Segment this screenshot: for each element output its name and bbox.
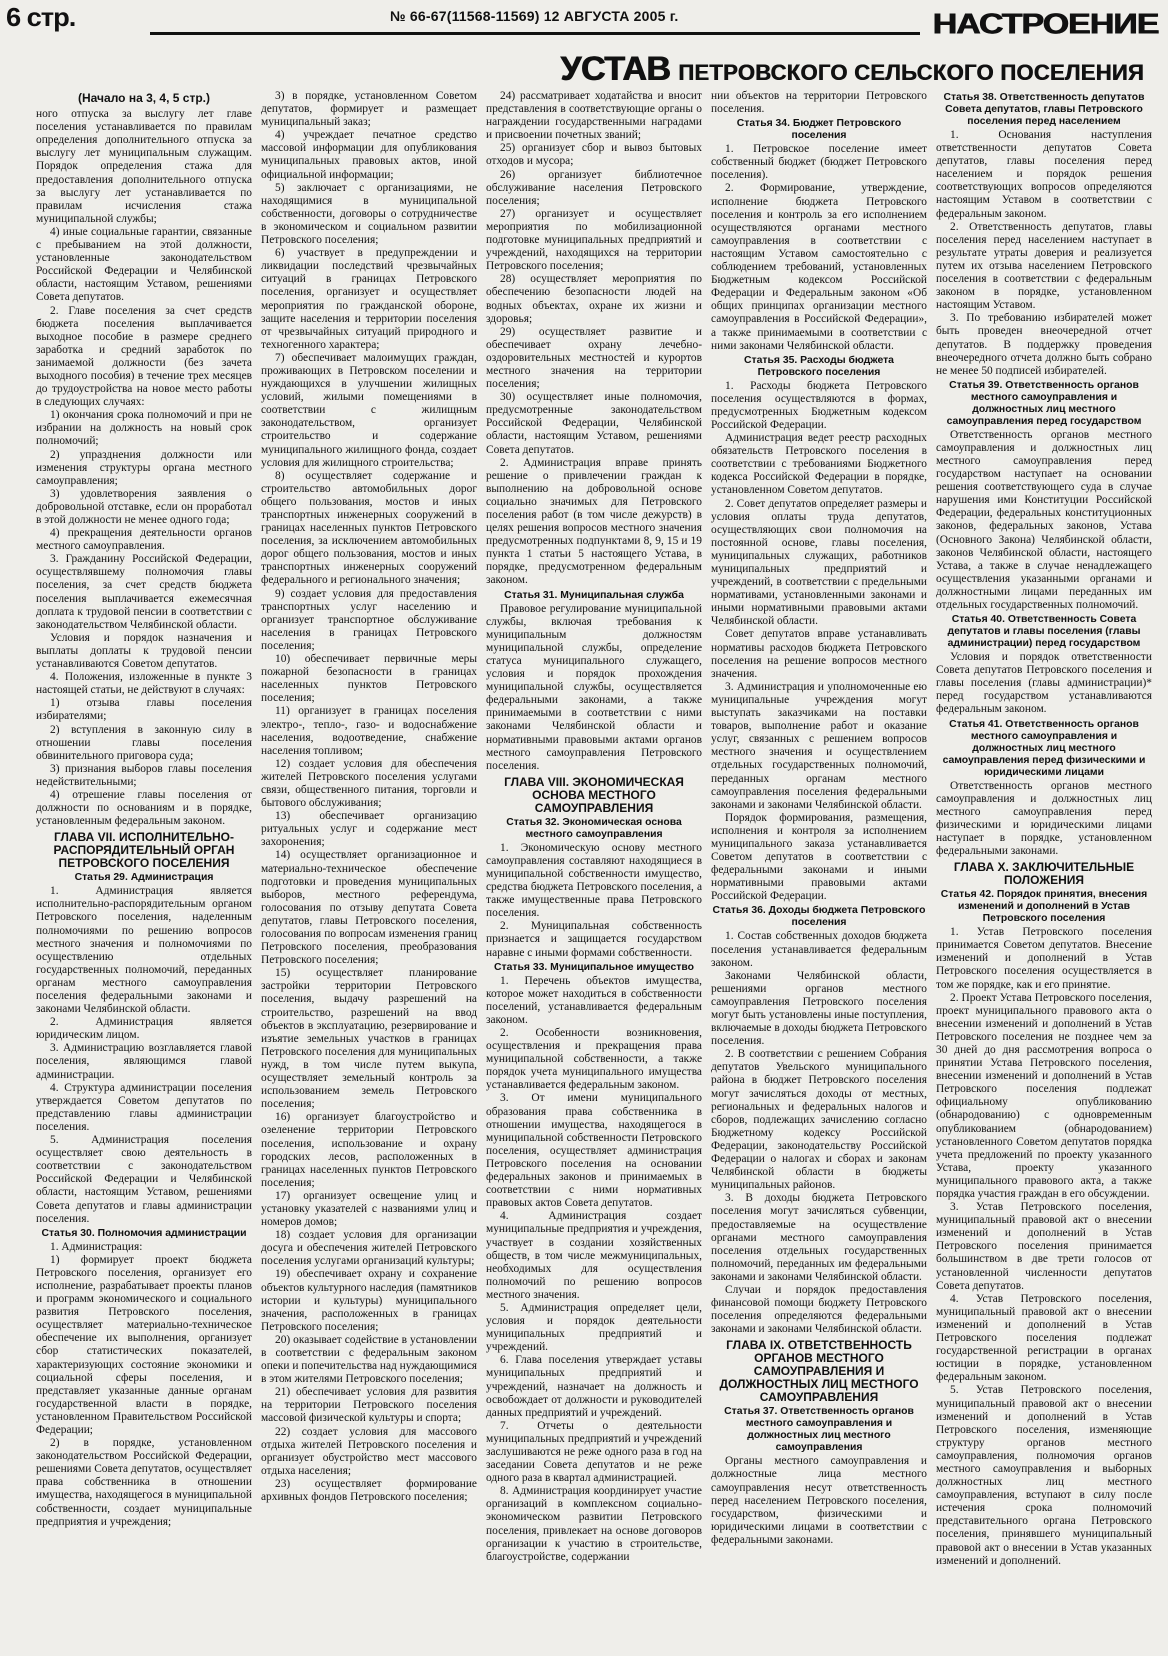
paragraph: 5) заключает с организациями, не находящимися в муниципальной собственности, договоры о сотрудничестве в экономическом и социальном развитии Петровского поселения; (261, 181, 477, 247)
paragraph: 5. Администрация определяет цели, условия и порядок деятельности муниципальных предприятий и учреждений. (486, 1301, 702, 1354)
paragraph: 21) обеспечивает условия для развития на территории Петровского поселения массовой физической культуры и спорта; (261, 1386, 477, 1425)
paragraph: 1. Устав Петровского поселения принимается Советом депутатов. Внесение изменений и дополнений в Устав Петровского поселения осуществляется в том же порядке, как и его принятие. (936, 926, 1152, 991)
paragraph: 7. Отчеты о деятельности муниципальных предприятий и учреждений заслушиваются не реже одного раза в год на заседании Совета депутатов и не реже одного раза в квартал администрацией. (486, 1419, 702, 1485)
paragraph: 4. Устав Петровского поселения, муниципальный правовой акт о внесении изменений и дополнений в Устав Петровского поселения подлежат государственной регистрации в органах юстиции в порядке, установленном федеральным законом. (936, 1292, 1152, 1384)
text-columns (36, 90, 1160, 1650)
paragraph: 2. Проект Устава Петровского поселения, проект муниципального правового акта о внесении изменений и дополнений в Устав Петровского поселения не позднее чем за 30 дней до дня рассмотрения вопроса о принятии Устава Петровского поселения, внесении изменений и дополнений в Устав Петровского поселения подлежат официальному опубликованию (обнародованию) с одновременным опубликованием (обнародованием) установленного Советом депутатов порядка учета предложений по проекту указанного Устава, проекту указанного муниципального правового акта, а также порядка участия граждан в его обсуждении. (936, 991, 1152, 1200)
article-heading: Статья 35. Расходы бюджета Петровского поселения (744, 354, 894, 378)
paragraph: 28) осуществляет мероприятия по обеспечению безопасности людей на водных объектах, охране их жизни и здоровья; (486, 273, 702, 325)
paragraph: Органы местного самоуправления и должностные лица местного самоуправления несут ответственность перед населением Петровского поселения, государством, физическими и юридическими лицами в соответствии с федеральными законами. (711, 1455, 927, 1546)
paragraph: 5. Администрация поселения осуществляет свою деятельность в соответствии с законодательством Российской Федерации и Челябинской области, настоящим Уставом, решениями Совета депутатов и главы администрации поселения. (36, 1134, 252, 1225)
paragraph: 14) осуществляет организационное и материально-техническое обеспечение подготовки и проведения муниципальных выборов, местного референдума, голосования по отзыву депутата Совета депутатов, главы Петровского поселения, голосования по вопросам изменения границ Петровского поселения, преобразования Петровского поселения; (261, 849, 477, 967)
continuation-note: (Начало на 3, 4, 5 стр.) (78, 91, 210, 105)
article-heading: Статья 34. Бюджет Петровского поселения (736, 118, 902, 142)
paragraph: 20) оказывает содействие в установлении в соответствии с федеральным законом опеки и попечительства над нуждающимися в этом жителями Петровского поселения; (261, 1333, 477, 1386)
paragraph: 12) создает условия для обеспечения жителей Петровского поселения услугами связи, общественного питания, торговли и бытового обслуживания; (261, 757, 477, 810)
paragraph: 2. В соответствии с решением Собрания депутатов Увельского муниципального района в бюджет Петровского поселения могут зачисляться доходы от местных, региональных и федеральных налогов и сборов, подлежащих зачислению согласно Бюджетному кодексу Российской Федерации, законодательству Российской Федерации о налогах и сборах и законам Челябинской области в бюджеты муниципальных районов. (711, 1048, 927, 1192)
page-number: 6 стр. (6, 2, 76, 32)
rubric-title: НАСТРОЕНИЕ (932, 8, 1158, 41)
paragraph: 2) вступления в законную силу в отношении главы поселения обвинительного приговора суда; (36, 723, 252, 762)
paragraph: 4. Администрация создает муниципальные предприятия и учреждения, участвует в создании хозяйственных обществ, в том числе межмуниципальных, необходимых для осуществления полномочий по решению вопросов местного значения. (486, 1210, 702, 1301)
paragraph: 3. Администрация и уполномоченные ею муниципальные учреждения могут выступать заказчиками на поставки товаров, выполнение работ и оказание услуг, связанных с решением вопросов местного значения и осуществлением отдельных государственных полномочий, переданных органам местного самоуправления поселения федеральными законами и законами Челябинской области. (711, 680, 927, 811)
paragraph: Ответственность органов местного самоуправления и должностных лиц местного самоуправления перед физическими и юридическими лицами наступает в порядке, установленном федеральными законами. (936, 779, 1152, 858)
paragraph-continued: ного отпуска за выслугу лет главе поселения устанавливается по правилам определения дополнительного отпуска за выслугу лет муниципальным служащим. Порядок определения стажа для предоставления дополнительного отпуска за выслугу лет устанавливается по правилам исчисления стажа муниципальной службы; (36, 108, 252, 225)
chapter-heading: ГЛАВА VIII. ЭКОНОМИЧЕСКАЯ ОСНОВА МЕСТНОГО САМОУПРАВЛЕНИЯ (504, 774, 684, 815)
article-heading: Статья 41. Ответственность органов местного самоуправления и должностных лиц местного самоуправления перед физическими и юридическими лицами (942, 718, 1146, 778)
paragraph: 2) упразднения должности или изменения структуры органа местного самоуправления; (36, 448, 252, 487)
column-3 (486, 90, 702, 1650)
paragraph: Условия и порядок назначения и выплаты доплаты к трудовой пенсии устанавливаются Советом депутатов. (36, 631, 252, 671)
paragraph: 5. Устав Петровского поселения, муниципальный правовой акт о внесении изменений и дополнений в Устав Петровского поселения, изменяющие структуру органов местного самоуправления, полномочия органов местного самоуправления и выборных должностных лиц местного самоуправления, вступают в силу после истечения срока полномочий представительного органа Петровского поселения, принявшего муниципальный правовой акт о внесении в Устав указанных изменений и дополнений. (936, 1384, 1152, 1567)
article-heading: Статья 36. Доходы бюджета Петровского поселения (712, 905, 926, 929)
paragraph: 2. Ответственность депутатов, главы поселения перед населением наступает в результате утраты доверия и реализуется путем их отзыва населением Петровского поселения в соответствии с федеральным законом в порядке, установленном настоящим Уставом. (936, 220, 1152, 312)
paragraph: 4) отрешение главы поселения от должности по основаниям и в порядке, установленным федеральным законом. (36, 788, 252, 828)
paragraph: 15) осуществляет планирование застройки территории Петровского поселения, выдачу разрешений на строительство, разрешений на ввод объектов в эксплуатацию, резервирование и изъятие земельных участков в границах Петровского поселения для муниципальных нужд, в том числе путем выкупа, осуществляет земельный контроль за использованием земель Петровского поселения; (261, 967, 477, 1111)
paragraph: 24) рассматривает ходатайства и вносит представления в соответствующие органы о награждении государственными наградами и присвоении почетных званий; (486, 90, 702, 142)
paragraph: 3) признания выборов главы поселения недействительными; (36, 762, 252, 788)
paragraph: Порядок формирования, размещения, исполнения и контроля за исполнением муниципального заказа устанавливается Советом депутатов в соответствии с федеральными законами и иными нормативными правовыми актами Российской Федерации. (711, 811, 927, 903)
paragraph: 1) отзыва главы поселения избирателями; (36, 697, 252, 723)
column-4 (711, 90, 927, 1650)
article-heading: Статья 32. Экономическая основа местного самоуправления (506, 816, 682, 840)
column-2 (261, 90, 477, 1650)
paragraph: 25) организует сбор и вывоз бытовых отходов и мусора; (486, 142, 702, 168)
column-1 (36, 90, 252, 1650)
paragraph: 3. Устав Петровского поселения, муниципальный правовой акт о внесении изменений и дополнений в Устав Петровского поселения принимается большинством в две трети голосов от установленной численности депутатов Совета депутатов. (936, 1201, 1152, 1292)
paragraph: 9) создает условия для предоставления транспортных услуг населению и организует транспортное обслуживание населения в границах Петровского поселения; (261, 587, 477, 652)
chapter-heading: ГЛАВА VII. ИСПОЛНИТЕЛЬНО-РАСПОРЯДИТЕЛЬНЫЙ ОРГАН ПЕТРОВСКОГО ПОСЕЛЕНИЯ (53, 830, 235, 871)
title-main: УСТАВ (560, 50, 671, 88)
paragraph: 2. Особенности возникновения, осуществления и прекращения права муниципальной собственности, а также порядок учета муниципального имущества устанавливается федеральным законом. (486, 1027, 702, 1092)
article-heading: Статья 42. Порядок принятия, внесения изменений и дополнений в Устав Петровского поселения (940, 889, 1148, 925)
paragraph: 8) осуществляет содержание и строительство автомобильных дорог общего пользования, мостов и иных транспортных инженерных сооружений в границах населенных пунктов Петровского поселения, за исключением автомобильных дорог общего пользования, мостов и иных транспортных инженерных сооружений федерального и регионального значения; (261, 469, 477, 587)
paragraph: Администрация ведет реестр расходных обязательств Петровского поселения в соответствии с требованиями Бюджетного кодекса Российской Федерации в порядке, установленном Советом депутатов. (711, 432, 927, 497)
paragraph: 3. От имени муниципального образования права собственника в отношении имущества, находящегося в муниципальной собственности Петровского поселения, осуществляет администрация Петровского поселения на основании федеральных законов и принимаемых в соответствии с ними нормативных правовых актов Совета депутатов. (486, 1092, 702, 1210)
paragraph: 3. По требованию избирателей может быть проведен внеочередной отчет депутатов. В поддержку проведения внеочередного отчета должно быть собрано не менее 50 подписей избирателей. (936, 312, 1152, 377)
article-heading: Статья 37. Ответственность органов местного самоуправления и должностных лиц местного самоуправления (724, 1406, 914, 1454)
paragraph: 17) организует освещение улиц и установку указателей с названиями улиц и номеров домов; (261, 1189, 477, 1229)
paragraph: 4. Структура администрации поселения утверждается Советом депутатов по представлению главы администрации поселения. (36, 1081, 252, 1133)
paragraph: 2. Администрация является юридическим лицом. (36, 1016, 252, 1042)
paragraph: 16) организует благоустройство и озеленение территории Петровского поселения, использование и охрану городских лесов, расположенных в границах населенных пунктов Петровского поселения; (261, 1111, 477, 1189)
paragraph: 4) иные социальные гарантии, связанные с пребыванием на этой должности, установленные законодательством Российской Федерации и Челябинской области, настоящим Уставом, решениями Совета депутатов. (36, 225, 252, 304)
paragraph: 8. Администрация координирует участие организаций в комплексном социально-экономическом развитии Петровского поселения, привлекает на основе договоров организации к участию в строительстве, благоустройстве, содержании (486, 1485, 702, 1563)
paragraph: 2. Администрация вправе принять решение о привлечении граждан к выполнению на добровольной основе социально значимых для Петровского поселения работ (в том числе дежурств) в целях решения вопросов местного значения предусмотренных подпунктами 8, 9, 15 и 19 пункта 1 статьи 5 настоящего Устава, в порядке, предусмотренном федеральным законом. (486, 456, 702, 587)
paragraph: 2. Формирование, утверждение, исполнение бюджета Петровского поселения и контроль за его исполнением осуществляются органами местного самоуправления в соответствии с настоящим Уставом самостоятельно с соблюдением требований, установленных Бюджетным кодексом Российской Федерации и Федеральным законом «Об общих принципах организации местного самоуправления в Российской Федерации», а также принимаемыми в соответствии с ними законами Челябинской области. (711, 182, 927, 352)
article-heading: Статья 39. Ответственность органов местного самоуправления и должностных лиц местного самоуправления перед государством (946, 379, 1142, 427)
paragraph: 2. Совет депутатов определяет размеры и условия оплаты труда депутатов, осуществляющих свои полномочия на постоянной основе, главы поселения, муниципальных служащих, работников муниципальных предприятий и учреждений, в соответствии с предельными нормативами, установленными законами и иными нормативными правовыми актами Челябинской области. (711, 497, 927, 628)
paragraph: 2) в порядке, установленном законодательством Российской Федерации, решениями Совета депутатов, осуществляет права собственника в отношении имущества, находящегося в муниципальной собственности, создает муниципальные предприятия и учреждения; (36, 1437, 252, 1528)
article-heading: Статья 40. Ответственность Совета депутатов и главы поселения (главы администрации) перед государством (947, 614, 1141, 650)
paragraph: 29) осуществляет развитие и обеспечивает охрану лечебно-оздоровительных местностей и курортов местного значения на территории поселения; (486, 325, 702, 391)
paragraph: 11) организует в границах поселения электро-, тепло-, газо- и водоснабжение населения, водоотведение, снабжение населения топливом; (261, 705, 477, 757)
chapter-heading: ГЛАВА X. ЗАКЛЮЧИТЕЛЬНЫЕ ПОЛОЖЕНИЯ (953, 860, 1135, 888)
paragraph: 30) осуществляет иные полномочия, предусмотренные законодательством Российской Федерации, Челябинской области, настоящим Уставом, решениями Совета депутатов. (486, 391, 702, 456)
paragraph: 1) формирует проект бюджета Петровского поселения, организует его исполнение, разрабатывает проекты планов и программ экономического и социального развития Петровского поселения, осуществляет материально-техническое обеспечение их выполнения, организует сбор статистических показателей, характеризующих состояние экономики и социальной сферы поселения, и представляет указанные данные органам государственной власти в порядке, установленном Правительством Российской Федерации; (36, 1253, 252, 1436)
paragraph: 3. В доходы бюджета Петровского поселения могут зачисляться субвенции, предоставляемые на осуществление органами местного самоуправления поселения отдельных государственных полномочий, переданных им федеральными законами и законами Челябинской области. (711, 1192, 927, 1283)
paragraph: 1. Расходы бюджета Петровского поселения осуществляются в формах, предусмотренных Бюджетным кодексом Российской Федерации. (711, 379, 927, 431)
paragraph: Правовое регулирование муниципальной службы, включая требования к муниципальным должностям муниципальной службы, определение статуса муниципального служащего, условия и порядок прохождения муниципальной службы, осуществляется федеральными законами, а также принимаемыми в соответствии с ними законами Челябинской области и нормативными правовыми актами органов местного самоуправления Петровского поселения. (486, 602, 702, 772)
paragraph: 1. Администрация: (50, 1240, 143, 1253)
paragraph: 7) обеспечивает малоимущих граждан, проживающих в Петровском поселении и нуждающихся в улучшении жилищных условий, жилыми помещениями в соответствии с жилищным законодательством, организует строительство и содержание муниципального жилищного фонда, создает условия для жилищного строительства; (261, 351, 477, 469)
paragraph: 1. Основания наступления ответственности депутатов Совета депутатов, главы поселения перед населением и порядок решения соответствующих вопросов определяются настоящим Уставом в соответствии с федеральным законом. (936, 129, 1152, 220)
paragraph: 26) организует библиотечное обслуживание населения Петровского поселения; (486, 168, 702, 207)
article-heading: Статья 33. Муниципальное имущество (494, 961, 694, 973)
column-5 (936, 90, 1152, 1650)
document-title (560, 50, 1144, 89)
paragraph: 4) учреждает печатное средство массовой информации для опубликования муниципальных правовых актов, иной официальной информации; (261, 129, 477, 181)
paragraph: 27) организует и осуществляет мероприятия по мобилизационной подготовке муниципальных предприятий и учреждений, находящихся на территории Петровского поселения; (486, 207, 702, 273)
paragraph: 3. Администрацию возглавляется главой поселения, являющимся главой администрации. (36, 1042, 252, 1081)
paragraph: 1. Перечень объектов имущества, которое может находиться в собственности поселений, устанавливается федеральным законом. (486, 974, 702, 1026)
paragraph: 1. Петровское поселение имеет собственный бюджет (бюджет Петровского поселения). (711, 143, 927, 182)
paragraph: 6) участвует в предупреждении и ликвидации последствий чрезвычайных ситуаций в границах Петровского поселения, организует и осуществляет мероприятия по гражданской обороне, защите населения и территории поселения от чрезвычайных ситуаций природного и техногенного характера; (261, 247, 477, 351)
article-heading: Статья 31. Муниципальная служба (504, 589, 684, 601)
paragraph: 13) обеспечивает организацию ритуальных услуг и содержание мест захоронения; (261, 810, 477, 849)
paragraph: Случаи и порядок предоставления финансовой помощи бюджету Петровского поселения определяются федеральными законами и законами Челябинской области. (711, 1283, 927, 1336)
article-heading: Статья 30. Полномочия администрации (41, 1227, 247, 1239)
paragraph: Законами Челябинской области, решениями органов местного самоуправления Петровского поселения могут быть установлены иные поступления, включаемые в доходы бюджета Петровского поселения. (711, 969, 927, 1048)
paragraph: 3) удовлетворения заявления о добровольной отставке, если он проработал в этой должности не менее одного года; (36, 487, 252, 526)
header-rule (150, 32, 920, 35)
paragraph: 1) окончания срока полномочий и при не избрании на должность на новый срок полномочий; (36, 409, 252, 448)
article-heading: Статья 38. Ответственность депутатов Совета депутатов, главы Петровского поселения перед населением (943, 92, 1145, 127)
paragraph: 22) создает условия для массового отдыха жителей Петровского поселения и организует обустройство мест массового отдыха населения; (261, 1425, 477, 1477)
paragraph: Условия и порядок ответственности Совета депутатов Петровского поселения и главы поселения (главы администрации)* перед государством устанавливаются федеральным законом. (936, 651, 1152, 716)
paragraph: 1. Состав собственных доходов бюджета поселения устанавливается федеральным законом. (711, 930, 927, 969)
paragraph: 18) создает условия для организации досуга и обеспечения жителей Петровского поселения услугами организаций культуры; (261, 1229, 477, 1268)
paragraph: 10) обеспечивает первичные меры пожарной безопасности в границах населенных пунктов Петровского поселения; (261, 653, 477, 705)
issue-line: № 66-67(11568-11569) 12 АВГУСТА 2005 г. (390, 8, 679, 24)
paragraph: Совет депутатов вправе устанавливать нормативы расходов бюджета Петровского поселения на решение вопросов местного значения. (711, 628, 927, 680)
paragraph: 3) в порядке, установленном Советом депутатов, формирует и размещает муниципальный заказ; (261, 90, 477, 129)
article-heading: Статья 29. Администрация (74, 872, 214, 884)
chapter-heading: ГЛАВА IX. ОТВЕТСТВЕННОСТЬ ОРГАНОВ МЕСТНОГО САМОУПРАВЛЕНИЯ И ДОЛЖНОСТНЫХ ЛИЦ МЕСТНОГО САМОУПРАВЛЕНИЯ (719, 1338, 919, 1405)
paragraph: 6. Глава поселения утверждает уставы муниципальных предприятий и учреждений, назначает на должность и освобождает от должности и руководителей данных предприятий и учреждений. (486, 1354, 702, 1419)
paragraph: 2. Муниципальная собственность признается и защищается государством наравне с иными формами собственности. (486, 920, 702, 959)
paragraph: 4) прекращения деятельности органов местного самоуправления. (36, 527, 252, 553)
paragraph: 19) обеспечивает охрану и сохранение объектов культурного наследия (памятников истории и культуры) муниципального значения, расположенных в границах Петровского поселения; (261, 1268, 477, 1333)
paragraph: 1. Экономическую основу местного самоуправления составляют находящиеся в муниципальной собственности имущество, средства бюджета Петровского поселения, а также имущественные права Петровского поселения. (486, 841, 702, 920)
paragraph: 1. Администрация является исполнительно-распорядительным органом Петровского поселения, наделенным полномочиями по решению вопросов местного значения и полномочиями по осуществлению отдельных государственных полномочий, переданных органам местного самоуправления поселения федеральными законами и законами Челябинской области. (36, 885, 252, 1016)
paragraph: Ответственность органов местного самоуправления и должностных лиц местного самоуправления перед государством наступает на основании решения соответствующего суда в случае нарушения ими Конституции Российской Федерации, федеральных конституционных законов, федеральных законов, Устава (Основного Закона) Челябинской области, законов Челябинской области, настоящего Устава, а также в случае ненадлежащего осуществления указанными органами и должностными лицами переданных им отдельных государственных полномочий. (936, 428, 1152, 611)
paragraph: 3. Гражданину Российской Федерации, осуществлявшему полномочия главы поселения, за счет средств бюджета поселения выплачивается ежемесячная доплата к трудовой пенсии в соответствии с законодательством Челябинской области. (36, 553, 252, 631)
title-sub: ПЕТРОВСКОГО СЕЛЬСКОГО ПОСЕЛЕНИЯ (678, 60, 1144, 85)
paragraph: 2. Главе поселения за счет средств бюджета поселения выплачивается выходное пособие в размере среднего заработка и средний заработок по занимаемой должности (без зачета выходного пособия) в течение трех месяцев до трудоустройства на новое место работы в следующих случаях: (36, 304, 252, 409)
paragraph: 23) осуществляет формирование архивных фондов Петровского поселения; (261, 1477, 477, 1504)
paragraph: 4. Положения, изложенные в пункте 3 настоящей статьи, не действуют в случаях: (36, 671, 252, 697)
paragraph-continued: нии объектов на территории Петровского поселения. (711, 90, 927, 116)
